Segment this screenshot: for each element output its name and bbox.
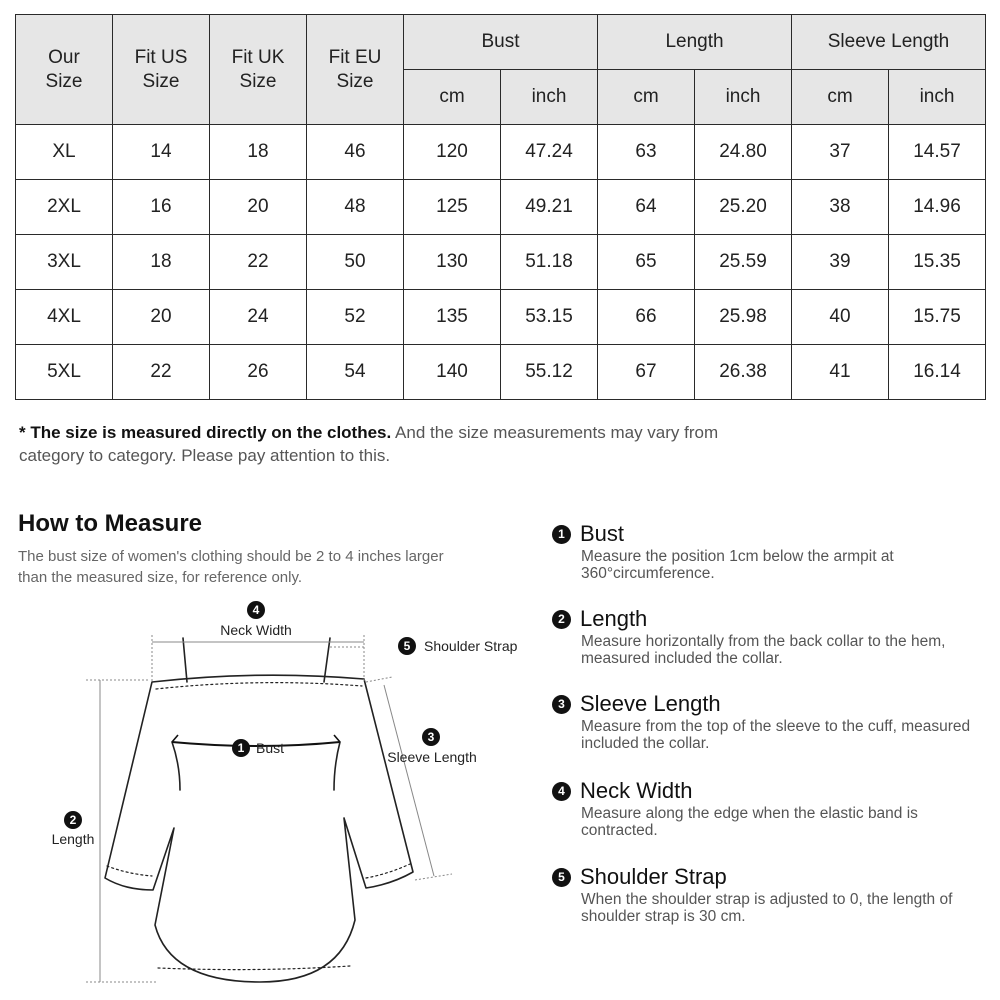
header-unit: inch <box>501 70 598 125</box>
size-cell: 4XL <box>16 290 113 345</box>
value-cell: 14.96 <box>889 180 986 235</box>
size-cell: 5XL <box>16 345 113 400</box>
diagram-label-shoulder-strap: Shoulder Strap <box>424 638 518 654</box>
header-unit: inch <box>889 70 986 125</box>
measurement-description: Measure from the top of the sleeve to the cuff, measured included the collar. <box>581 718 971 752</box>
header-sleeve-length: Sleeve Length <box>792 15 986 70</box>
header-unit: cm <box>404 70 501 125</box>
measurement-description: Measure the position 1cm below the armpit at 360°circumference. <box>581 548 894 582</box>
header-unit: inch <box>695 70 792 125</box>
value-cell: 63 <box>598 125 695 180</box>
number-badge: 1 <box>552 525 571 544</box>
svg-text:2: 2 <box>69 813 77 827</box>
measurement-description: When the shoulder strap is adjusted to 0, the length of shoulder strap is 30 cm. <box>581 891 953 925</box>
garment-diagram <box>0 590 540 1000</box>
svg-text:3: 3 <box>427 730 435 744</box>
measurement-title: Shoulder Strap <box>580 864 727 889</box>
value-cell: 55.12 <box>501 345 598 400</box>
value-cell: 25.98 <box>695 290 792 345</box>
how-to-measure-description: The bust size of women's clothing should be 2 to 4 inches larger than the measured size, for reference only. <box>18 548 444 586</box>
header-unit: cm <box>598 70 695 125</box>
measurement-item-length <box>552 605 992 667</box>
value-cell: 26.38 <box>695 345 792 400</box>
number-badge: 5 <box>552 868 571 887</box>
value-cell: 54 <box>307 345 404 400</box>
value-cell: 39 <box>792 235 889 290</box>
size-cell: 2XL <box>16 180 113 235</box>
value-cell: 120 <box>404 125 501 180</box>
value-cell: 18 <box>113 235 210 290</box>
value-cell: 24 <box>210 290 307 345</box>
value-cell: 41 <box>792 345 889 400</box>
diagram-marker-shoulder-strap <box>398 637 518 655</box>
diagram-marker-neck-width <box>220 601 292 638</box>
value-cell: 135 <box>404 290 501 345</box>
value-cell: 15.35 <box>889 235 986 290</box>
left-strap <box>183 638 187 682</box>
value-cell: 64 <box>598 180 695 235</box>
table-body <box>16 125 986 400</box>
number-badge: 3 <box>552 695 571 714</box>
value-cell: 38 <box>792 180 889 235</box>
measurement-description: Measure along the edge when the elastic band is contracted. <box>581 805 918 839</box>
number-badge: 4 <box>552 782 571 801</box>
value-cell: 22 <box>210 235 307 290</box>
diagram-label-neck-width: Neck Width <box>220 622 292 638</box>
value-cell: 52 <box>307 290 404 345</box>
header-fit-eu: Fit EU Size <box>307 15 404 125</box>
value-cell: 26 <box>210 345 307 400</box>
measurement-item-sleeve-length <box>552 690 992 752</box>
table-row <box>16 235 986 290</box>
value-cell: 48 <box>307 180 404 235</box>
measurement-title: Sleeve Length <box>580 691 721 716</box>
value-cell: 65 <box>598 235 695 290</box>
svg-text:4: 4 <box>252 603 260 617</box>
value-cell: 15.75 <box>889 290 986 345</box>
size-cell: 3XL <box>16 235 113 290</box>
value-cell: 125 <box>404 180 501 235</box>
value-cell: 16 <box>113 180 210 235</box>
measurement-description: Measure horizontally from the back collar to the hem, measured included the collar. <box>581 633 946 667</box>
diagram-label-length: Length <box>51 831 95 847</box>
header-unit: cm <box>792 70 889 125</box>
measurement-title: Bust <box>580 521 625 546</box>
diagram-marker-length <box>52 811 95 847</box>
value-cell: 20 <box>113 290 210 345</box>
value-cell: 140 <box>404 345 501 400</box>
diagram-label-sleeve-length: Sleeve Length <box>387 749 477 765</box>
value-cell: 51.18 <box>501 235 598 290</box>
value-cell: 22 <box>113 345 210 400</box>
value-cell: 67 <box>598 345 695 400</box>
diagram-marker-sleeve-length <box>387 728 477 765</box>
table-row <box>16 345 986 400</box>
value-cell: 14 <box>113 125 210 180</box>
value-cell: 53.15 <box>501 290 598 345</box>
value-cell: 14.57 <box>889 125 986 180</box>
value-cell: 47.24 <box>501 125 598 180</box>
value-cell: 40 <box>792 290 889 345</box>
measurement-note <box>19 421 779 467</box>
diagram-marker-bust <box>232 739 284 757</box>
measurement-item-shoulder-strap <box>552 863 992 925</box>
svg-text:5: 5 <box>403 639 411 653</box>
header-our-size: Our Size <box>16 15 113 125</box>
diagram-label-bust: Bust <box>256 740 285 756</box>
value-cell: 49.21 <box>501 180 598 235</box>
value-cell: 37 <box>792 125 889 180</box>
header-fit-us: Fit US Size <box>113 15 210 125</box>
note-bold: * The size is measured directly on the clothes. <box>19 423 392 442</box>
header-length: Length <box>598 15 792 70</box>
value-cell: 20 <box>210 180 307 235</box>
value-cell: 18 <box>210 125 307 180</box>
value-cell: 25.59 <box>695 235 792 290</box>
header-fit-uk: Fit UK Size <box>210 15 307 125</box>
garment-outline <box>105 675 413 982</box>
table-row <box>16 125 986 180</box>
measurement-item-bust <box>552 520 992 582</box>
how-to-measure-title: How to Measure <box>18 510 203 537</box>
measurement-title: Neck Width <box>580 778 693 803</box>
value-cell: 24.80 <box>695 125 792 180</box>
table-row <box>16 180 986 235</box>
value-cell: 25.20 <box>695 180 792 235</box>
number-badge: 2 <box>552 610 571 629</box>
value-cell: 46 <box>307 125 404 180</box>
size-chart-table <box>15 14 986 400</box>
measurement-title: Length <box>580 606 648 631</box>
value-cell: 16.14 <box>889 345 986 400</box>
svg-text:1: 1 <box>237 741 245 755</box>
size-cell: XL <box>16 125 113 180</box>
right-strap <box>324 638 330 682</box>
value-cell: 66 <box>598 290 695 345</box>
value-cell: 130 <box>404 235 501 290</box>
note-text: And the size measurements may vary from category to category. Please pay attention to this. <box>19 423 719 465</box>
value-cell: 50 <box>307 235 404 290</box>
header-bust: Bust <box>404 15 598 70</box>
measurement-item-neck-width <box>552 777 992 839</box>
table-row <box>16 290 986 345</box>
